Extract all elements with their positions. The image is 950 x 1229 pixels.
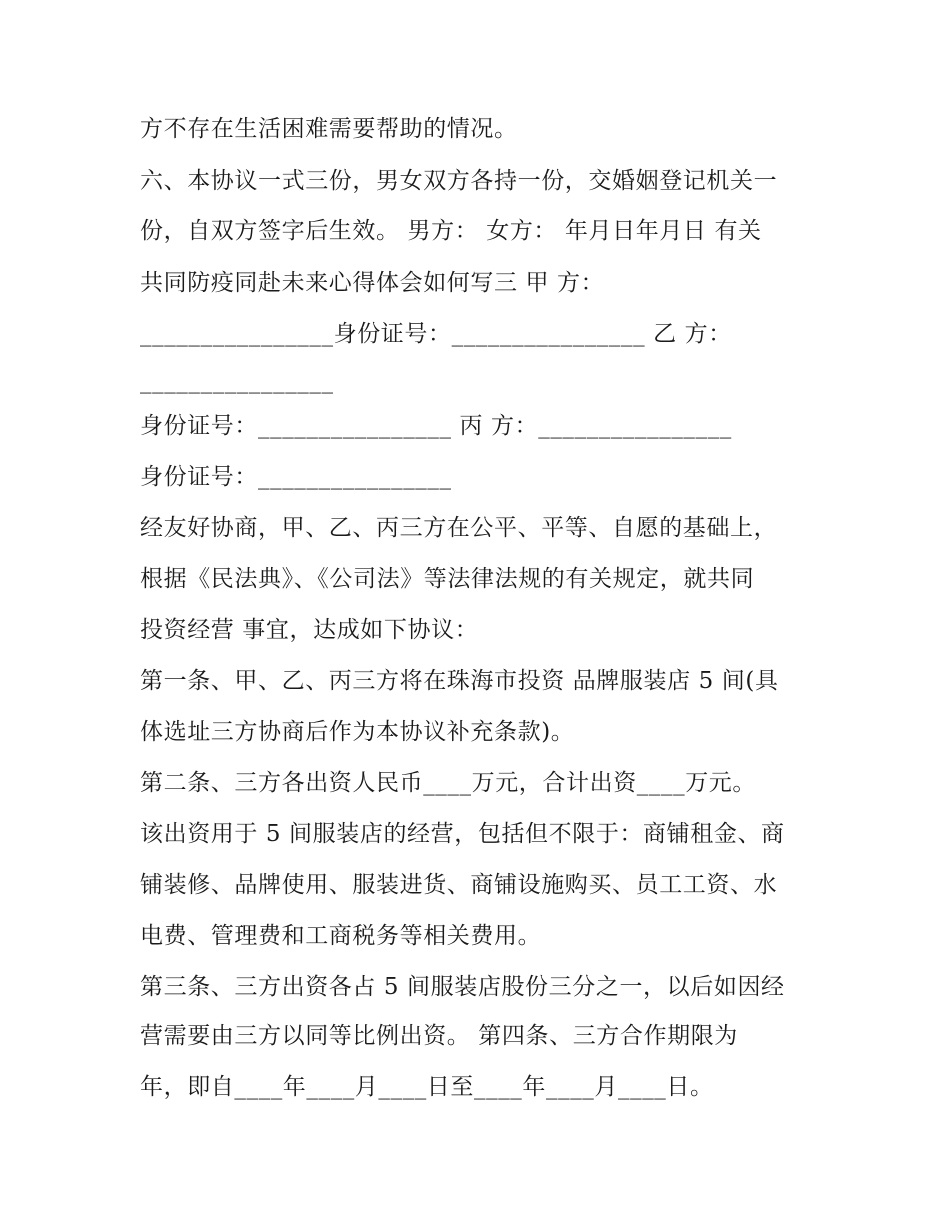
text-line-17: 电费、管理费和工商税务等相关费用。 [140,923,542,949]
text-line-11: 投资经营 事宜，达成如下协议： [140,617,479,643]
text-line-13: 体选址三方协商后作为本协议补充条款)。 [140,719,575,745]
text-line-20: 年，即自____年____月____日至____年____月____日。 [140,1074,714,1100]
text-line-15: 该出资用于 5 间服装店的经营，包括但不限于：商铺租金、商 [140,821,785,847]
text-line-14: 第二条、三方各出资人民币____万元，合计出资____万元。 [140,770,756,796]
text-line-10: 根据《民法典》、《公司法》等法律法规的有关规定，就共同 [140,566,755,592]
text-line-7: 身份证号：________________ 丙 方：________________ [140,413,732,439]
text-line-8: 身份证号：________________ [140,464,452,490]
text-line-2: 六、本协议一式三份，男女双方各持一份，交婚姻登记机关一 [140,168,778,194]
text-line-6: ________________ [140,368,334,394]
text-line-1: 方不存在生活困难需要帮助的情况。 [140,116,518,142]
text-line-9: 经友好协商，甲、乙、丙三方在公平、平等、自愿的基础上， [140,515,778,541]
text-line-18: 第三条、三方出资各占 5 间服装店股份三分之一，以后如因经 [140,974,785,1000]
text-line-3: 份，自双方签字后生效。 男方： 女方： 年月日年月日 有关 [140,218,762,244]
text-line-12: 第一条、甲、乙、丙三方将在珠海市投资 品牌服装店 5 间(具 [140,668,779,694]
text-line-5: ________________身份证号：________________ 乙 方： [140,321,732,347]
text-line-4: 共同防疫同赴未来心得体会如何写三 甲 方： [140,270,605,296]
text-line-19: 营需要由三方以同等比例出资。 第四条、三方合作期限为 [140,1023,738,1049]
text-line-16: 铺装修、品牌使用、服装进货、商铺设施购买、员工工资、水 [140,872,778,898]
